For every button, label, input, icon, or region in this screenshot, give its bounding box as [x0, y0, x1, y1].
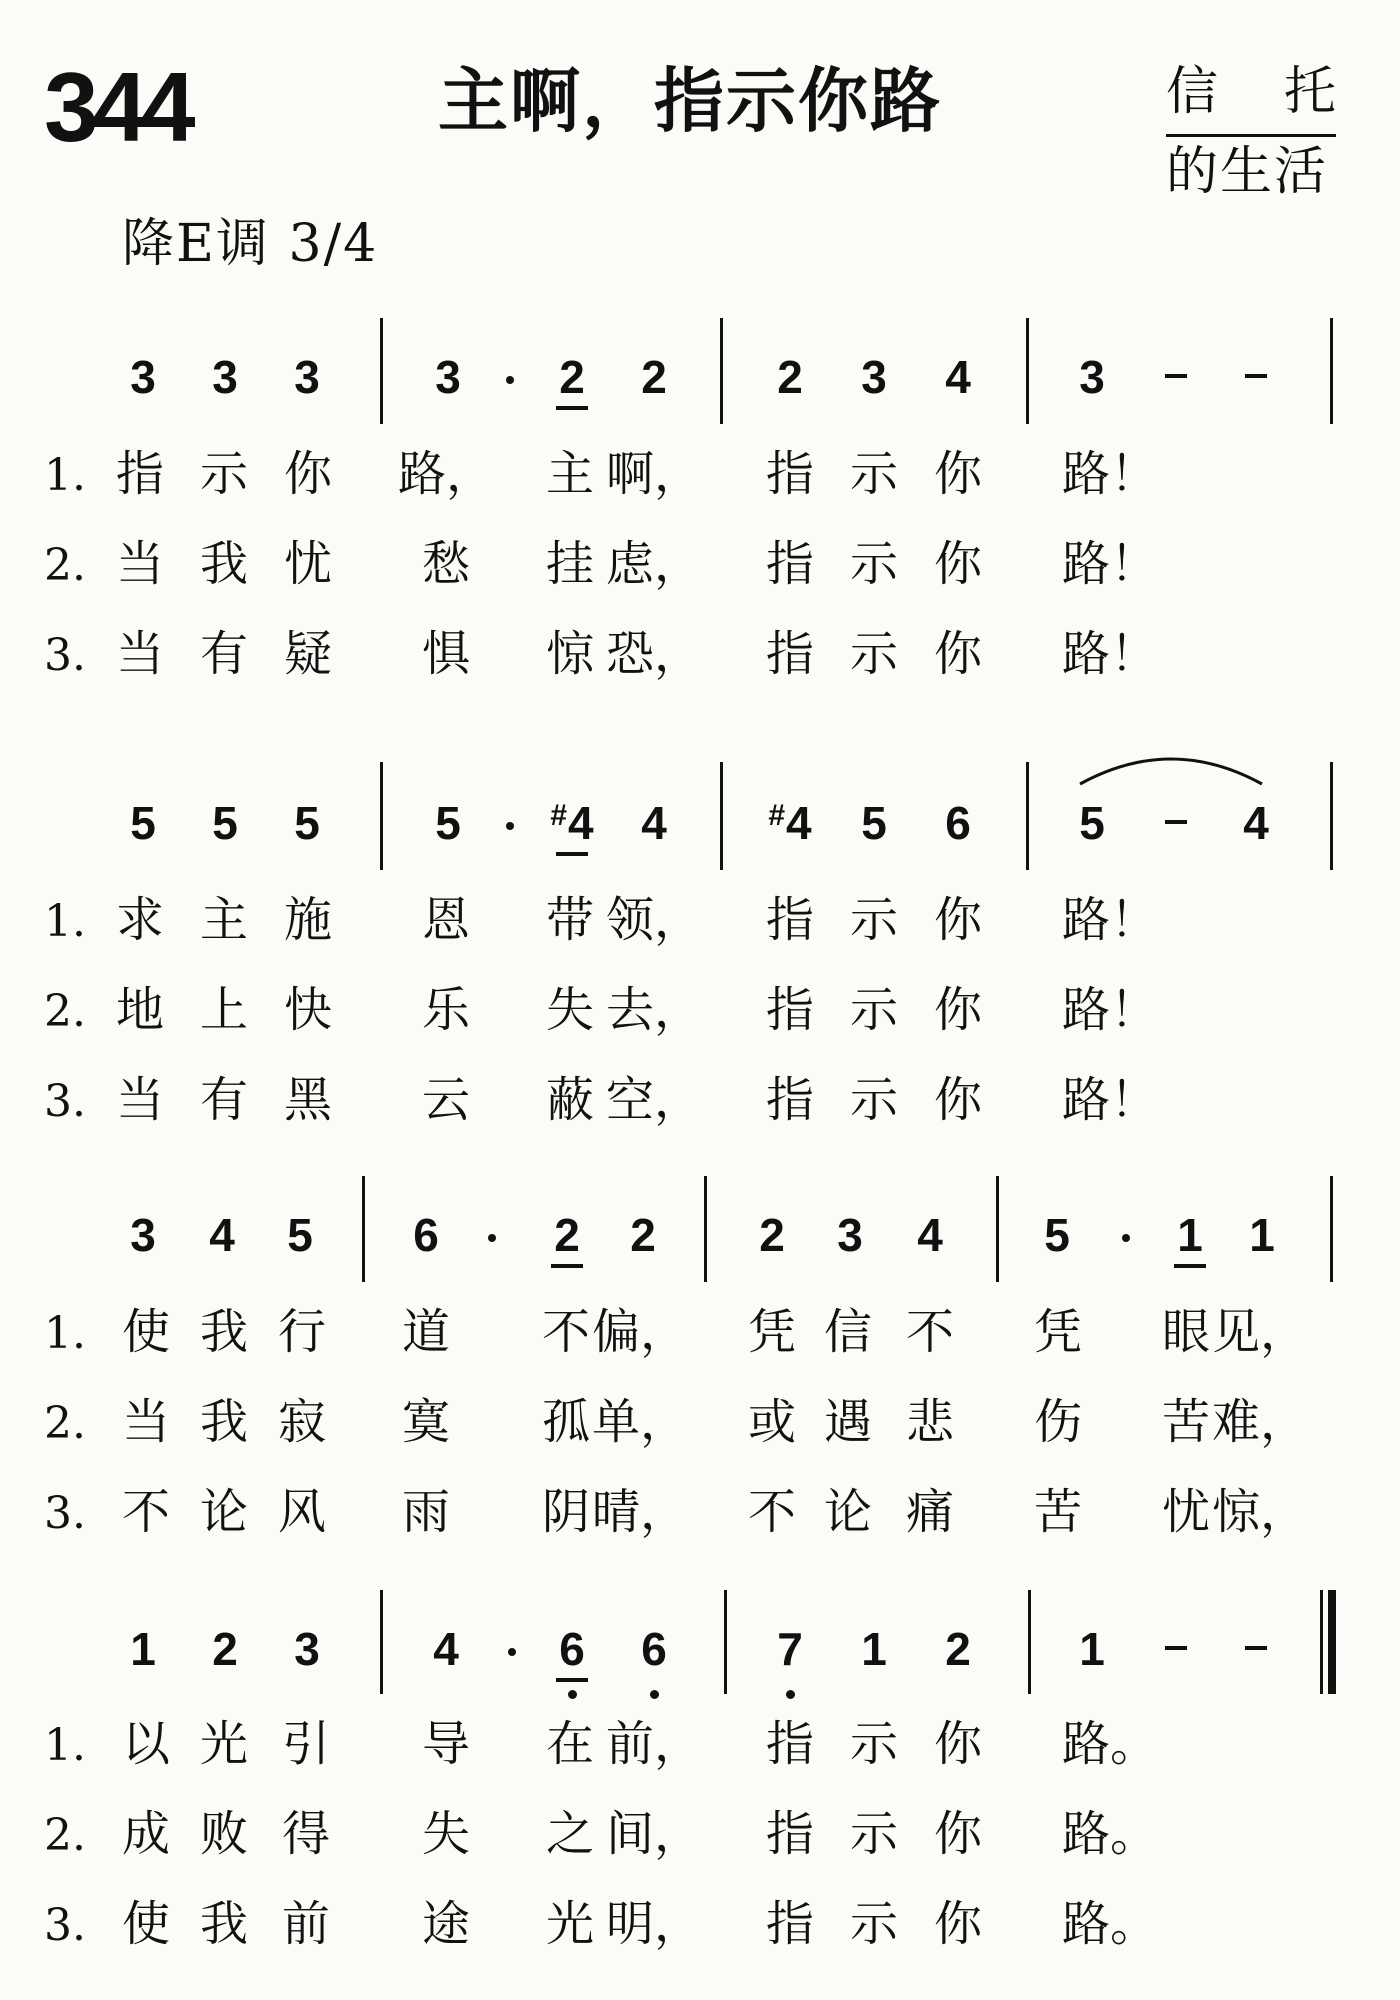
- lyric-syllable: 在: [545, 1716, 595, 1772]
- eighth-note-underline: [556, 406, 588, 410]
- lyric-syllable: 以: [121, 1716, 171, 1772]
- key-signature: 降E调 3/4: [122, 214, 379, 274]
- lyric-syllable: 忧: [1161, 1484, 1211, 1540]
- note-digit: 4: [568, 797, 594, 849]
- lyric-syllable: 乐: [421, 982, 471, 1038]
- lyric-syllable: 示: [849, 626, 899, 682]
- lyric-syllable: 路！: [1061, 446, 1159, 502]
- lyric-syllable: 上: [199, 982, 249, 1038]
- category-label-bottom: 的生活: [1166, 142, 1329, 202]
- lyric-syllable: 路！: [1061, 982, 1159, 1038]
- lower-octave-dot: [568, 1690, 577, 1699]
- lyric-syllable: 导: [421, 1716, 471, 1772]
- note: 5: [1079, 797, 1105, 849]
- lyric-syllable: 指: [765, 1806, 815, 1862]
- lyric-syllable: 指: [765, 446, 815, 502]
- note: 1: [861, 1623, 887, 1675]
- barline: [1330, 1176, 1333, 1282]
- lyric-syllable: 行: [277, 1304, 327, 1360]
- note: 5: [861, 797, 887, 849]
- lyric-syllable: 论: [199, 1484, 249, 1540]
- lyric-syllable: 蔽: [545, 1072, 595, 1128]
- lyric-syllable: 示: [849, 982, 899, 1038]
- lyric-syllable: 晴，: [591, 1484, 689, 1540]
- lyric-syllable: 有: [199, 626, 249, 682]
- lyric-syllable: 空，: [605, 1072, 703, 1128]
- lyric-syllable: 我: [199, 1394, 249, 1450]
- lyric-syllable: 当: [121, 1394, 171, 1450]
- note: 1: [1079, 1623, 1105, 1675]
- note: 3: [294, 1623, 320, 1675]
- barline: [996, 1176, 999, 1282]
- lyric-syllable: 你: [933, 892, 983, 948]
- barline: [1330, 762, 1333, 870]
- lyric-syllable: 遇: [823, 1394, 873, 1450]
- note: 2: [641, 351, 667, 403]
- lyric-syllable: 黑: [283, 1072, 333, 1128]
- lyric-syllable: 偏，: [591, 1304, 689, 1360]
- sustain-dash: [1165, 1646, 1187, 1650]
- verse-number: 3.: [44, 630, 86, 681]
- lyric-syllable: 指: [765, 1716, 815, 1772]
- lyric-syllable: 示: [849, 892, 899, 948]
- lyric-syllable: 苦: [1161, 1394, 1211, 1450]
- lyric-syllable: 寞: [401, 1394, 451, 1450]
- note: 3: [130, 1209, 156, 1261]
- lyric-syllable: 你: [283, 446, 333, 502]
- final-barline-thin: [1320, 1590, 1323, 1694]
- lyric-syllable: 路。: [1061, 1896, 1159, 1952]
- lyric-syllable: 恩: [421, 892, 471, 948]
- note: 2: [630, 1209, 656, 1261]
- lyric-syllable: 当: [115, 1072, 165, 1128]
- lyric-syllable: 指: [115, 446, 165, 502]
- lyric-syllable: 路！: [1061, 536, 1159, 592]
- lyric-syllable: 不: [747, 1484, 797, 1540]
- barline: [380, 318, 383, 424]
- eighth-note-underline: [556, 1678, 588, 1682]
- note: 6: [641, 1623, 667, 1675]
- lyric-syllable: 痛: [905, 1484, 955, 1540]
- lyric-syllable: 光: [199, 1716, 249, 1772]
- category-char-right: 托: [1283, 62, 1336, 122]
- verse-number: 1.: [44, 1720, 86, 1771]
- lyric-syllable: 愁: [421, 536, 471, 592]
- note: 3: [294, 351, 320, 403]
- note: 5: [130, 797, 156, 849]
- lyric-syllable: 路。: [1061, 1716, 1159, 1772]
- lyric-syllable: 惧: [421, 626, 471, 682]
- verse-number: 3.: [44, 1488, 86, 1539]
- note: [768, 797, 812, 849]
- lyric-syllable: 指: [765, 1896, 815, 1952]
- verse-number: 2.: [44, 540, 86, 591]
- note: 7: [777, 1623, 803, 1675]
- note: 4: [209, 1209, 235, 1261]
- barline: [1026, 762, 1029, 870]
- lyric-syllable: 失: [545, 982, 595, 1038]
- note: 4: [917, 1209, 943, 1261]
- eighth-note-underline: [556, 852, 588, 856]
- verse-number: 3.: [44, 1076, 86, 1127]
- lyric-syllable: 示: [849, 446, 899, 502]
- note: 2: [759, 1209, 785, 1261]
- sharp-sign: #: [550, 799, 568, 832]
- lyric-syllable: 疑: [283, 626, 333, 682]
- lyric-syllable: 明，: [605, 1896, 703, 1952]
- lyric-syllable: 使: [121, 1304, 171, 1360]
- sustain-dash: [1245, 1646, 1267, 1650]
- lyric-syllable: 或: [747, 1394, 797, 1450]
- verse-number: 2.: [44, 1810, 86, 1861]
- lyric-syllable: 惊，: [1211, 1484, 1309, 1540]
- note: 2: [212, 1623, 238, 1675]
- barline: [380, 1590, 383, 1694]
- lyric-syllable: 论: [823, 1484, 873, 1540]
- note: 5: [435, 797, 461, 849]
- lyric-syllable: 我: [199, 1304, 249, 1360]
- note: 1: [1249, 1209, 1275, 1261]
- lyric-syllable: 阴: [541, 1484, 591, 1540]
- lyric-syllable: 间，: [605, 1806, 703, 1862]
- lyric-syllable: 败: [199, 1806, 249, 1862]
- lyric-syllable: 路！: [1061, 1072, 1159, 1128]
- lyric-syllable: 指: [765, 982, 815, 1038]
- lyric-syllable: 成: [121, 1806, 171, 1862]
- lyric-syllable: 求: [115, 892, 165, 948]
- verse-number: 1.: [44, 896, 86, 947]
- lyric-syllable: 地: [115, 982, 165, 1038]
- lyric-syllable: 道: [401, 1304, 451, 1360]
- note: 3: [1079, 351, 1105, 403]
- lyric-syllable: 苦: [1033, 1484, 1083, 1540]
- note: 3: [130, 351, 156, 403]
- note: 5: [1044, 1209, 1070, 1261]
- lyric-syllable: 去，: [605, 982, 703, 1038]
- lyric-syllable: 指: [765, 626, 815, 682]
- sharp-sign: #: [768, 799, 786, 832]
- sustain-dash: [1245, 374, 1267, 378]
- lyric-syllable: 云: [421, 1072, 471, 1128]
- lyric-syllable: 不: [541, 1304, 591, 1360]
- hymn-number: 344: [44, 52, 190, 162]
- lyric-syllable: 恐，: [605, 626, 703, 682]
- barline: [720, 318, 723, 424]
- note: 2: [559, 351, 585, 403]
- barline: [1330, 318, 1333, 424]
- lyric-syllable: 领，: [605, 892, 703, 948]
- lower-octave-dot: [786, 1690, 795, 1699]
- lyric-syllable: 示: [849, 1806, 899, 1862]
- lyric-syllable: 前: [281, 1896, 331, 1952]
- barline: [724, 1590, 727, 1694]
- note: 5: [287, 1209, 313, 1261]
- note: 2: [554, 1209, 580, 1261]
- lyric-syllable: 指: [765, 536, 815, 592]
- tie-arc: [1076, 744, 1266, 790]
- lyric-syllable: 凭: [747, 1304, 797, 1360]
- note: 4: [641, 797, 667, 849]
- lyric-syllable: 风: [277, 1484, 327, 1540]
- lyric-syllable: 你: [933, 1896, 983, 1952]
- augmentation-dot: [508, 1648, 516, 1656]
- lyric-syllable: 伤: [1033, 1394, 1083, 1450]
- lyric-syllable: 惊: [545, 626, 595, 682]
- lyric-syllable: 指: [765, 892, 815, 948]
- lyric-syllable: 难，: [1211, 1394, 1309, 1450]
- note-digit: 4: [786, 797, 812, 849]
- note: 3: [435, 351, 461, 403]
- lyric-syllable: 前，: [605, 1716, 703, 1772]
- note: 3: [861, 351, 887, 403]
- lyric-syllable: 施: [283, 892, 333, 948]
- lyric-syllable: 见，: [1211, 1304, 1309, 1360]
- note: 5: [212, 797, 238, 849]
- augmentation-dot: [506, 822, 514, 830]
- category-label-top: [1166, 62, 1336, 122]
- lyric-syllable: 雨: [401, 1484, 451, 1540]
- lyric-syllable: 路！: [1061, 626, 1159, 682]
- lyric-syllable: 指: [765, 1072, 815, 1128]
- lyric-syllable: 悲: [905, 1394, 955, 1450]
- lyric-syllable: 主: [545, 446, 595, 502]
- verse-number: 3.: [44, 1900, 86, 1951]
- eighth-note-underline: [1174, 1264, 1206, 1268]
- barline: [362, 1176, 365, 1282]
- sustain-dash: [1165, 820, 1187, 824]
- lyric-syllable: 快: [283, 982, 333, 1038]
- lyric-syllable: 路，: [397, 446, 495, 502]
- barline: [720, 762, 723, 870]
- note: 4: [433, 1623, 459, 1675]
- barline: [1026, 318, 1029, 424]
- lyric-syllable: 得: [281, 1806, 331, 1862]
- note: [550, 797, 594, 849]
- lyric-syllable: 示: [849, 1896, 899, 1952]
- lyric-syllable: 孤: [541, 1394, 591, 1450]
- lyric-syllable: 引: [281, 1716, 331, 1772]
- lyric-syllable: 你: [933, 1716, 983, 1772]
- lyric-syllable: 失: [421, 1806, 471, 1862]
- note: 6: [413, 1209, 439, 1261]
- lyric-syllable: 示: [849, 1072, 899, 1128]
- lyric-syllable: 路。: [1061, 1806, 1159, 1862]
- verse-number: 1.: [44, 1308, 86, 1359]
- note: 4: [945, 351, 971, 403]
- verse-number: 1.: [44, 450, 86, 501]
- note: 3: [212, 351, 238, 403]
- note: 1: [1177, 1209, 1203, 1261]
- barline: [1028, 1590, 1031, 1694]
- note: 6: [559, 1623, 585, 1675]
- final-barline-thick: [1328, 1590, 1336, 1694]
- lyric-syllable: 光: [545, 1896, 595, 1952]
- lyric-syllable: 途: [421, 1896, 471, 1952]
- note: 4: [1243, 797, 1269, 849]
- lower-octave-dot: [650, 1690, 659, 1699]
- lyric-syllable: 当: [115, 626, 165, 682]
- lyric-syllable: 你: [933, 1806, 983, 1862]
- lyric-syllable: 我: [199, 536, 249, 592]
- lyric-syllable: 忧: [283, 536, 333, 592]
- lyric-syllable: 之: [545, 1806, 595, 1862]
- lyric-syllable: 虑，: [605, 536, 703, 592]
- lyric-syllable: 带: [545, 892, 595, 948]
- category-char-left: 信: [1166, 62, 1219, 122]
- note: 2: [945, 1623, 971, 1675]
- lyric-syllable: 有: [199, 1072, 249, 1128]
- lyric-syllable: 路！: [1061, 892, 1159, 948]
- lyric-syllable: 单，: [591, 1394, 689, 1450]
- lyric-syllable: 示: [849, 536, 899, 592]
- lyric-syllable: 示: [199, 446, 249, 502]
- lyric-syllable: 眼: [1161, 1304, 1211, 1360]
- lyric-syllable: 挂: [545, 536, 595, 592]
- verse-number: 2.: [44, 986, 86, 1037]
- barline: [380, 762, 383, 870]
- note: 1: [130, 1623, 156, 1675]
- hymn-title: 主啊，指示你路: [438, 60, 942, 142]
- lyric-syllable: 不: [905, 1304, 955, 1360]
- lyric-syllable: 当: [115, 536, 165, 592]
- note: 5: [294, 797, 320, 849]
- barline: [704, 1176, 707, 1282]
- note: 3: [837, 1209, 863, 1261]
- lyric-syllable: 你: [933, 626, 983, 682]
- augmentation-dot: [1122, 1234, 1130, 1242]
- note: 2: [777, 351, 803, 403]
- lyric-syllable: 啊，: [605, 446, 703, 502]
- lyric-syllable: 示: [849, 1716, 899, 1772]
- lyric-syllable: 你: [933, 982, 983, 1038]
- eighth-note-underline: [551, 1264, 583, 1268]
- augmentation-dot: [488, 1234, 496, 1242]
- verse-number: 2.: [44, 1398, 86, 1449]
- lyric-syllable: 你: [933, 1072, 983, 1128]
- lyric-syllable: 信: [823, 1304, 873, 1360]
- lyric-syllable: 寂: [277, 1394, 327, 1450]
- note: 6: [945, 797, 971, 849]
- category-divider: [1166, 134, 1336, 137]
- augmentation-dot: [506, 376, 514, 384]
- lyric-syllable: 凭: [1033, 1304, 1083, 1360]
- lyric-syllable: 使: [121, 1896, 171, 1952]
- lyric-syllable: 你: [933, 536, 983, 592]
- lyric-syllable: 主: [199, 892, 249, 948]
- lyric-syllable: 你: [933, 446, 983, 502]
- lyric-syllable: 我: [199, 1896, 249, 1952]
- lyric-syllable: 不: [121, 1484, 171, 1540]
- sustain-dash: [1165, 374, 1187, 378]
